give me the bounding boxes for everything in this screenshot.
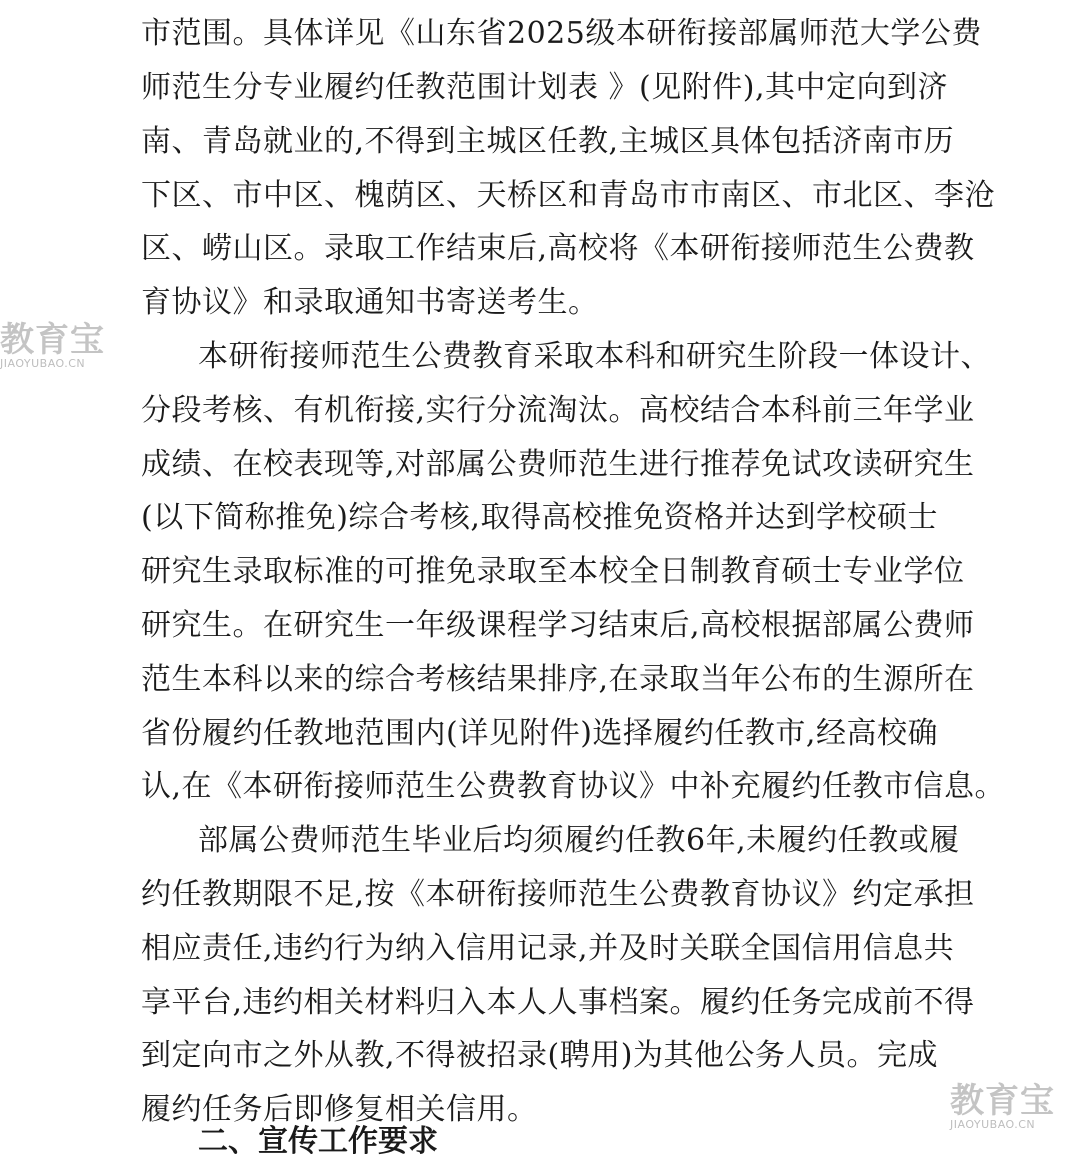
- paragraph-line: 省份履约任教地范围内(详见附件)选择履约任教市,经高校确: [141, 716, 938, 751]
- watermark-url: JIAOYUBAO.CN: [0, 357, 86, 370]
- watermark-logo: [0, 322, 105, 370]
- watermark-url: JIAOYUBAO.CN: [950, 1118, 1036, 1131]
- paragraph-line: 研究生录取标准的可推免录取至本校全日制教育硕士专业学位: [141, 554, 965, 589]
- paragraph-line: 师范生分专业履约任教范围计划表 》(见附件),其中定向到济: [141, 70, 948, 105]
- paragraph-line: 区、崂山区。录取工作结束后,高校将《本研衔接师范生公费教: [141, 231, 975, 266]
- paragraph-line: 成绩、在校表现等,对部属公费师范生进行推荐免试攻读研究生: [141, 447, 975, 482]
- paragraph-line: 享平台,违约相关材料归入本人人事档案。履约任务完成前不得: [141, 985, 975, 1020]
- paragraph-line: 到定向市之外从教,不得被招录(聘用)为其他公务人员。完成: [141, 1038, 938, 1073]
- paragraph-line: (以下简称推免)综合考核,取得高校推免资格并达到学校硕士: [141, 500, 938, 535]
- paragraph-first-line: 部属公费师范生毕业后均须履约任教6年,未履约任教或履: [198, 823, 960, 858]
- paragraph-line: 下区、市中区、槐荫区、天桥区和青岛市市南区、市北区、李沧: [141, 178, 995, 213]
- paragraph-line: 相应责任,违约行为纳入信用记录,并及时关联全国信用信息共: [141, 931, 955, 966]
- paragraph-line: 市范围。具体详见《山东省2025级本研衔接部属师范大学公费: [141, 16, 982, 51]
- paragraph-line: 范生本科以来的综合考核结果排序,在录取当年公布的生源所在: [141, 662, 975, 697]
- paragraph-line: 育协议》和录取通知书寄送考生。: [141, 285, 599, 320]
- watermark-logo: [950, 1083, 1055, 1131]
- paragraph-line: 分段考核、有机衔接,实行分流淘汰。高校结合本科前三年学业: [141, 393, 975, 428]
- watermark-title: 教育宝: [0, 320, 105, 360]
- section-heading: 二、宣传工作要求: [198, 1124, 438, 1159]
- paragraph-line: 南、青岛就业的,不得到主城区任教,主城区具体包括济南市历: [141, 124, 955, 159]
- watermark-title: 教育宝: [950, 1081, 1055, 1121]
- paragraph-line: 认,在《本研衔接师范生公费教育协议》中补充履约任教市信息。: [141, 769, 1006, 804]
- paragraph-line: 履约任务后即修复相关信用。: [141, 1092, 538, 1127]
- paragraph-line: 约任教期限不足,按《本研衔接师范生公费教育协议》约定承担: [141, 877, 975, 912]
- paragraph-first-line: 本研衔接师范生公费教育采取本科和研究生阶段一体设计、: [198, 339, 991, 374]
- paragraph-line: 研究生。在研究生一年级课程学习结束后,高校根据部属公费师: [141, 608, 975, 643]
